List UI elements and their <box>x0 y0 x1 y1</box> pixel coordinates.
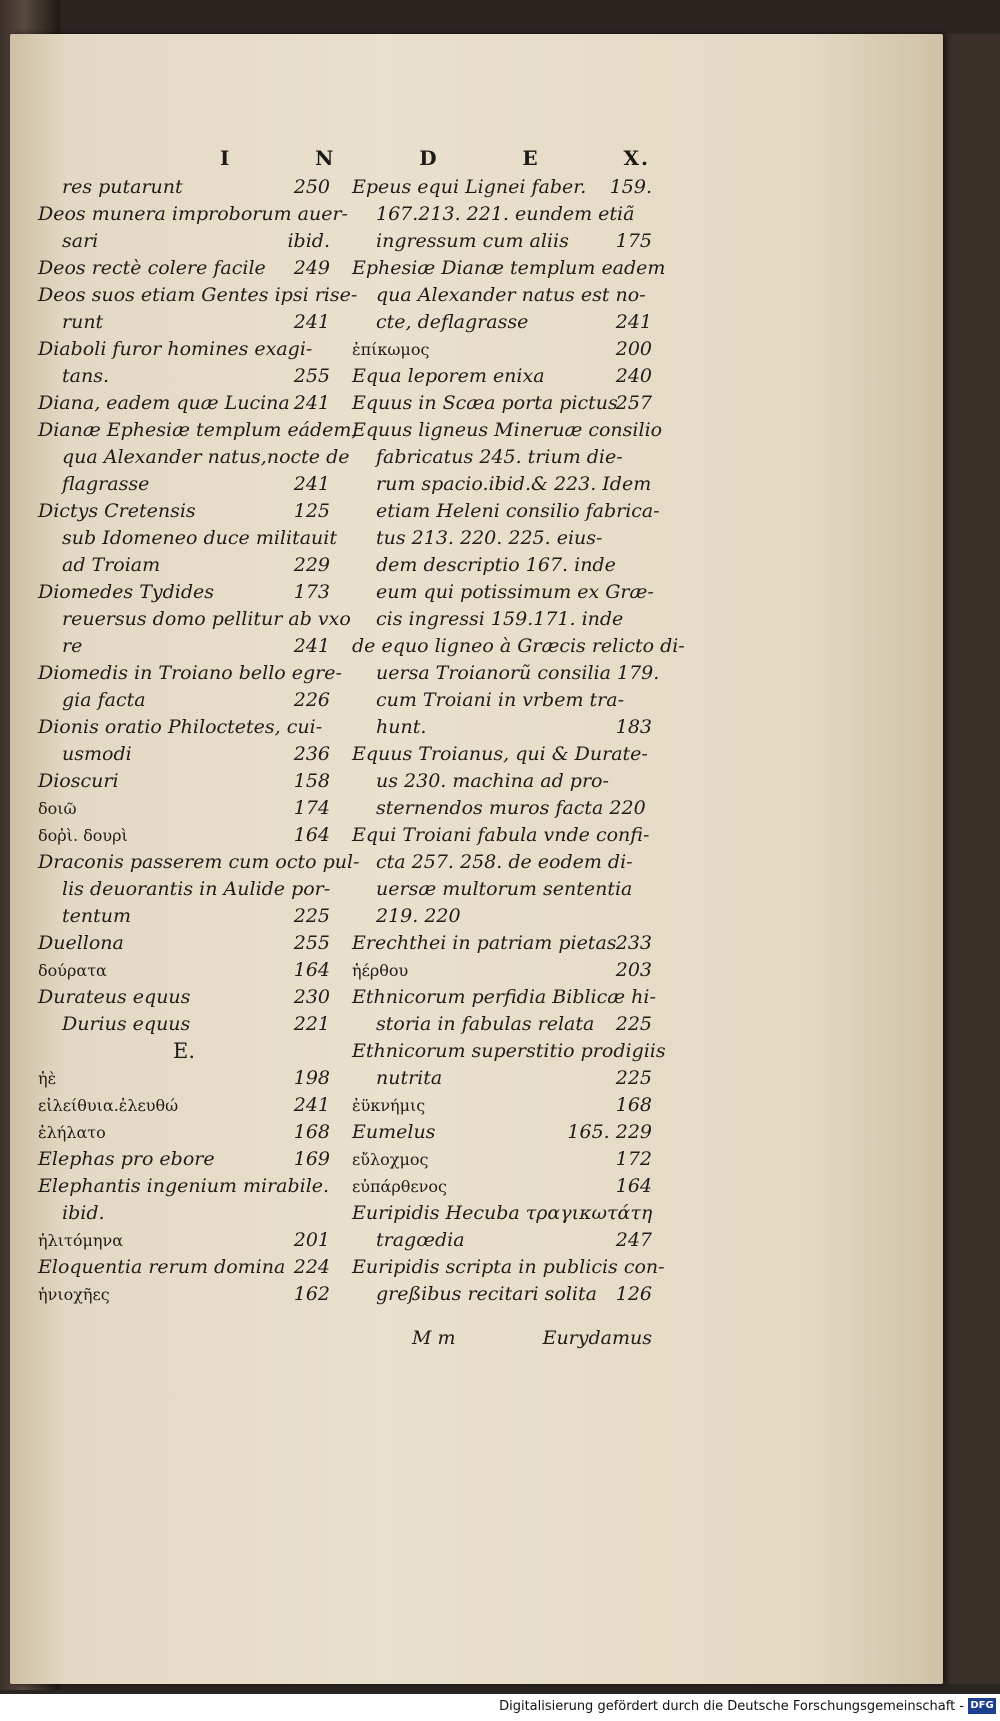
index-entry-text: δοιῶ <box>38 799 77 818</box>
index-entry <box>38 1173 330 1200</box>
index-entry-page: 175 <box>615 230 652 252</box>
index-entry-page: 174 <box>293 797 330 819</box>
index-entry <box>38 795 330 822</box>
index-entry-text: Deos suos etiam Gentes ipsi rise- <box>38 284 358 306</box>
index-entry-text: usmodi <box>62 743 132 765</box>
index-entry-text: εὔλοχμος <box>352 1150 429 1169</box>
index-entry-text: uersæ multorum sententia <box>376 878 633 900</box>
index-entry <box>38 1146 330 1173</box>
index-entry <box>38 444 350 471</box>
index-entry-page: ibid. <box>287 230 330 252</box>
index-entry-page: 225 <box>615 1067 652 1089</box>
dfg-logo-icon: DFG <box>968 1698 996 1714</box>
index-entry-text: ἐπίκωμος <box>352 340 430 359</box>
signature-mark: M m <box>412 1327 456 1349</box>
index-entry-text: Dictys Cretensis <box>38 500 196 522</box>
index-entry <box>38 957 330 984</box>
index-entry <box>352 1119 652 1146</box>
index-entry <box>38 471 330 498</box>
index-entry <box>352 768 652 795</box>
index-entry-page: 164 <box>293 959 330 981</box>
index-entry <box>38 984 330 1011</box>
index-entry-text: ἠέρθου <box>352 961 409 980</box>
index-entry <box>352 1038 666 1065</box>
index-entry-text: Equus ligneus Mineruæ consilio <box>352 419 663 441</box>
index-entry-text: Euripidis Hecuba τραγικωτάτη <box>352 1202 653 1224</box>
running-head <box>220 146 650 176</box>
index-entry <box>352 525 652 552</box>
index-entry-page: 183 <box>615 716 652 738</box>
index-entry <box>38 660 342 687</box>
index-entry-page: 225 <box>293 905 330 927</box>
index-entry <box>352 1173 652 1200</box>
index-entry-text: tus 213. 220. 225. eius- <box>376 527 603 549</box>
running-head-letter: D <box>419 146 439 170</box>
index-entry-page: 198 <box>293 1067 330 1089</box>
index-entry-text: reuersus domo pellitur ab vxo <box>62 608 351 630</box>
index-entry-text: Elephas pro ebore <box>38 1148 215 1170</box>
index-entry-page: 241 <box>293 311 330 333</box>
index-entry-text: Ethnicorum superstitio prodigiis <box>352 1040 666 1062</box>
index-entry <box>38 336 330 363</box>
index-entry-page: 165. 229 <box>567 1121 652 1143</box>
index-entry-page: 200 <box>615 338 652 360</box>
index-entry-text: E. <box>172 1039 195 1063</box>
index-entry <box>352 741 652 768</box>
index-entry-text: cis ingressi 159.171. inde <box>376 608 624 630</box>
index-entry-page: 126 <box>615 1283 652 1305</box>
index-entry-page: 257 <box>615 392 652 414</box>
index-entry-text: dem descriptio 167. inde <box>376 554 616 576</box>
index-entry-text: Durius equus <box>62 1013 191 1035</box>
index-entry-text: Diomedis in Troiano bello egre- <box>38 662 342 684</box>
index-entry <box>38 579 330 606</box>
index-entry <box>352 660 660 687</box>
index-entry-text: qua Alexander natus,nocte de <box>62 446 350 468</box>
index-entry-text: sternendos muros facta 220 <box>376 797 646 819</box>
index-entry <box>38 1065 330 1092</box>
index-entry-page: 169 <box>293 1148 330 1170</box>
index-column-right <box>352 174 685 1308</box>
index-entry <box>352 1065 652 1092</box>
index-entry-page: 125 <box>293 500 330 522</box>
index-entry <box>352 282 652 309</box>
index-entry-text: qua Alexander natus est no- <box>376 284 646 306</box>
index-entry-page: 168 <box>615 1094 652 1116</box>
index-entry-page: 255 <box>293 365 330 387</box>
index-entry-text: storia in fabulas relata <box>376 1013 595 1035</box>
index-entry-text: ibid. <box>62 1202 105 1224</box>
index-entry-text: fabricatus 245. trium die- <box>376 446 623 468</box>
index-entry <box>38 525 337 552</box>
index-entry <box>352 633 685 660</box>
index-entry <box>38 930 330 957</box>
index-entry-text: uersa Troianorũ consilia 179. <box>376 662 660 684</box>
index-entry-page: 164 <box>293 824 330 846</box>
index-entry <box>38 1092 330 1119</box>
index-entry <box>352 336 652 363</box>
index-entry <box>352 1200 652 1227</box>
running-head-letter: I <box>220 146 232 170</box>
index-entry <box>352 201 652 228</box>
index-entry <box>38 1011 330 1038</box>
index-entry-page: 203 <box>615 959 652 981</box>
index-entry-text: Euripidis scripta in publicis con- <box>352 1256 665 1278</box>
index-entry <box>352 1146 652 1173</box>
index-entry-page: 221 <box>293 1013 330 1035</box>
index-entry <box>352 309 652 336</box>
footer-bar <box>0 1694 1000 1721</box>
index-entry <box>38 714 330 741</box>
index-entry-text: 167.213. 221. eundem etiã <box>376 203 635 225</box>
index-column-left <box>38 174 360 1308</box>
index-entry <box>38 363 330 390</box>
index-entry <box>352 1254 665 1281</box>
index-entry <box>352 1227 652 1254</box>
index-entry-text: tans. <box>62 365 109 387</box>
index-entry-page: 249 <box>293 257 330 279</box>
index-entry <box>352 390 652 417</box>
index-entry-page: 233 <box>615 932 652 954</box>
index-entry <box>38 390 330 417</box>
index-entry-text: Deos munera improborum auer- <box>38 203 348 225</box>
index-entry <box>38 822 330 849</box>
index-entry-text: lis deuorantis in Aulide por- <box>62 878 331 900</box>
index-entry <box>38 228 330 255</box>
footer-credit: Digitalisierung gefördert durch die Deutsche Forschungsgemeinschaft - <box>499 1699 964 1714</box>
index-entry <box>38 687 330 714</box>
index-entry-text: ἡνιοχῆες <box>38 1285 110 1304</box>
index-entry <box>38 309 330 336</box>
index-entry <box>38 1200 330 1227</box>
index-entry-text: ad Troiam <box>62 554 161 576</box>
book-right-edge <box>943 34 1000 1684</box>
index-entry-page: 224 <box>293 1256 330 1278</box>
index-entry <box>352 822 652 849</box>
index-entry <box>352 903 652 930</box>
index-entry-text: Epeus equi Lignei faber. <box>352 176 587 198</box>
index-entry-text: sub Idomeneo duce militauit <box>62 527 337 549</box>
index-entry-page: 168 <box>293 1121 330 1143</box>
index-entry-page: 241 <box>293 473 330 495</box>
index-entry-text: Duellona <box>38 932 124 954</box>
index-entry-page: 226 <box>293 689 330 711</box>
index-entry-text: ἠὲ <box>38 1069 57 1088</box>
index-entry-text: nutrita <box>376 1067 443 1089</box>
index-entry <box>352 363 652 390</box>
index-entry-text: res putarunt <box>62 176 183 198</box>
index-entry-text: Dioscuri <box>38 770 119 792</box>
index-entry <box>38 1227 330 1254</box>
index-entry-text: Diana, eadem quæ Lucina <box>38 392 290 414</box>
index-entry-page: 241 <box>293 392 330 414</box>
index-entry-page: 201 <box>293 1229 330 1251</box>
running-head-letter: E <box>522 146 540 170</box>
index-entry-text: Ethnicorum perfidia Biblicæ hi- <box>352 986 656 1008</box>
index-entry <box>38 498 330 525</box>
index-entry <box>352 714 652 741</box>
index-entry-text: us 230. machina ad pro- <box>376 770 609 792</box>
index-entry-page: 250 <box>293 176 330 198</box>
index-entry-page: 230 <box>293 986 330 1008</box>
index-entry <box>352 876 652 903</box>
index-entry <box>352 984 656 1011</box>
index-entry-page: 172 <box>615 1148 652 1170</box>
index-entry-page: 255 <box>293 932 330 954</box>
index-entry-text: Eloquentia rerum domina <box>38 1256 286 1278</box>
index-entry <box>38 633 330 660</box>
index-entry-text: εὐπάρθενος <box>352 1177 447 1196</box>
index-entry-page: 229 <box>293 554 330 576</box>
index-entry-text: re <box>62 635 83 657</box>
index-entry <box>352 930 652 957</box>
index-entry-text: ἠλιτόμηνα <box>38 1231 123 1250</box>
index-entry-text: Ephesiæ Dianæ templum eadem <box>352 257 666 279</box>
index-entry-text: Diomedes Tydides <box>38 581 215 603</box>
index-entry <box>352 255 666 282</box>
index-entry-text: Dionis oratio Philoctetes, cui- <box>38 716 323 738</box>
index-entry <box>38 876 330 903</box>
index-entry <box>38 552 330 579</box>
catchword: Eurydamus <box>542 1327 652 1349</box>
index-entry <box>38 174 330 201</box>
index-entry-text: tentum <box>62 905 132 927</box>
index-entry-text: tragœdia <box>376 1229 465 1251</box>
catchword-line <box>352 1327 652 1354</box>
index-entry-text: gia facta <box>62 689 146 711</box>
index-entry-text: cta 257. 258. de eodem di- <box>376 851 633 873</box>
index-entry <box>38 606 351 633</box>
index-entry-page: 162 <box>293 1283 330 1305</box>
index-entry <box>38 255 330 282</box>
index-entry <box>352 1011 652 1038</box>
index-entry-page: 240 <box>615 365 652 387</box>
index-entry-text: Erechthei in patriam pietas <box>352 932 617 954</box>
index-entry-text: Draconis passerem cum octo pul- <box>38 851 360 873</box>
index-entry-text: Equus Troianus, qui & Durate- <box>352 743 648 765</box>
index-entry <box>352 444 652 471</box>
index-entry-page: 158 <box>293 770 330 792</box>
index-entry <box>352 957 652 984</box>
index-entry <box>352 228 652 255</box>
index-entry <box>352 687 652 714</box>
index-entry-page: 241 <box>293 1094 330 1116</box>
index-entry-page: 241 <box>293 635 330 657</box>
index-entry-text: εἰλείθυια.ἐλευθώ <box>38 1096 179 1115</box>
index-entry <box>352 1281 652 1308</box>
index-entry-text: Eumelus <box>352 1121 436 1143</box>
index-entry-text: Equa leporem enixa <box>352 365 545 387</box>
index-entry <box>38 1119 330 1146</box>
index-entry <box>38 1281 330 1308</box>
running-head-letter: N <box>315 146 336 170</box>
index-entry-text: cte, deflagrasse <box>376 311 529 333</box>
index-entry <box>38 849 360 876</box>
index-entry-text: flagrasse <box>62 473 150 495</box>
index-entry <box>38 741 330 768</box>
index-entry-text: Elephantis ingenium mirabile. <box>38 1175 330 1197</box>
index-entry <box>352 417 663 444</box>
index-entry <box>352 849 652 876</box>
index-entry-text: sari <box>62 230 99 252</box>
index-entry-text: Deos rectè colere facile <box>38 257 266 279</box>
index-entry-text: greßibus recitari solita <box>376 1283 597 1305</box>
index-entry-page: 164 <box>615 1175 652 1197</box>
index-entry-text: Equi Troiani fabula vnde confi- <box>352 824 650 846</box>
index-entry <box>352 795 652 822</box>
index-entry <box>352 174 652 201</box>
index-entry-text: 219. 220 <box>376 905 461 927</box>
index-entry <box>38 417 358 444</box>
index-entry-text: de equo ligneo à Græcis relicto di- <box>352 635 685 657</box>
index-entry-page: 159. <box>609 176 652 198</box>
index-entry <box>38 201 348 228</box>
index-entry <box>352 579 652 606</box>
index-entry <box>352 471 652 498</box>
index-section-letter <box>38 1038 330 1065</box>
index-entry-text: hunt. <box>376 716 427 738</box>
index-entry-text: etiam Heleni consilio fabrica- <box>376 500 660 522</box>
index-entry-text: ἐλήλατο <box>38 1123 106 1142</box>
index-entry-text: Dianæ Ephesiæ templum eádem, <box>38 419 358 441</box>
index-entry <box>38 282 358 309</box>
index-entry-text: runt <box>62 311 104 333</box>
index-entry <box>352 552 652 579</box>
index-entry <box>38 768 330 795</box>
index-entry-text: Equus in Scæa porta pictus <box>352 392 618 414</box>
index-entry <box>38 1254 330 1281</box>
index-entry-text: Durateus equus <box>38 986 191 1008</box>
index-entry-page: 225 <box>615 1013 652 1035</box>
running-head-letter: X. <box>623 146 650 170</box>
index-entry-text: ἐϋκνήμις <box>352 1096 426 1115</box>
index-entry-page: 236 <box>293 743 330 765</box>
index-entry <box>38 903 330 930</box>
index-entry <box>352 1092 652 1119</box>
index-entry <box>352 498 660 525</box>
index-entry-text: eum qui potissimum ex Græ- <box>376 581 654 603</box>
index-entry-text: δούρατα <box>38 961 107 980</box>
index-entry-text: rum spacio.ibid.& 223. Idem <box>376 473 652 495</box>
index-entry-page: 173 <box>293 581 330 603</box>
index-entry-page: 241 <box>615 311 652 333</box>
index-entry-text: δοῤὶ. δουρὶ <box>38 826 128 845</box>
index-entry <box>352 606 652 633</box>
index-entry-text: Diaboli furor homines exagi- <box>38 338 313 360</box>
index-entry-page: 247 <box>615 1229 652 1251</box>
index-entry-text: ingressum cum aliis <box>376 230 569 252</box>
index-entry-text: cum Troiani in vrbem tra- <box>376 689 624 711</box>
